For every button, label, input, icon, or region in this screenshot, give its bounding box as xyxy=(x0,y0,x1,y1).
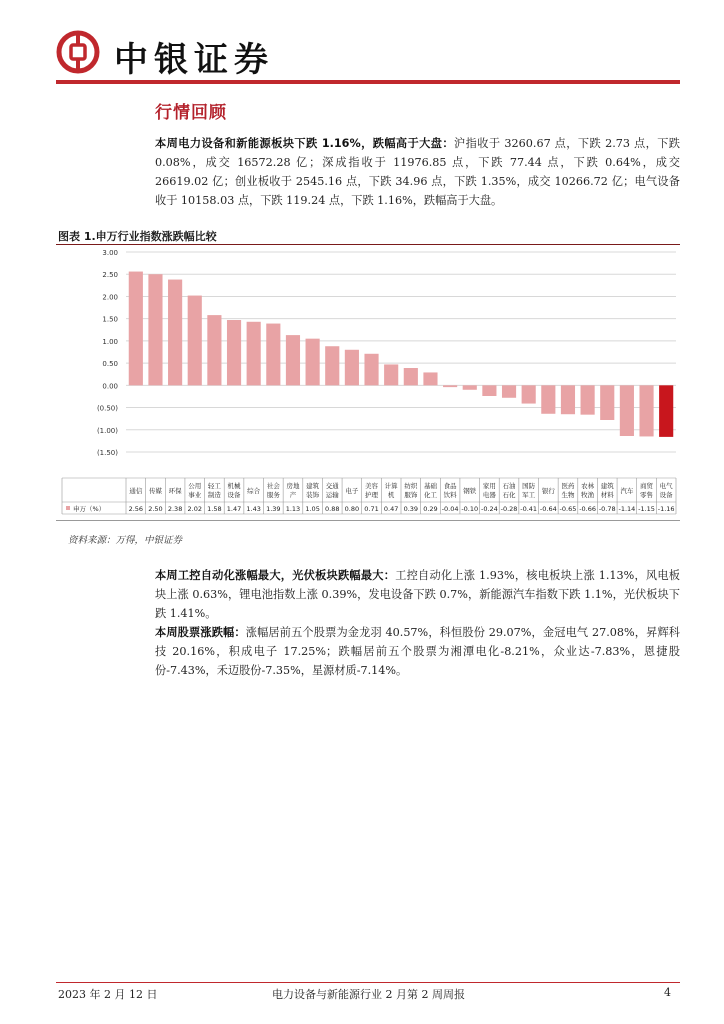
figure-top-rule xyxy=(56,244,680,245)
data-label: 1.47 xyxy=(226,505,242,513)
bar xyxy=(188,296,202,386)
bar xyxy=(168,280,182,386)
category-label: 基础 xyxy=(423,482,437,490)
category-label: 汽车 xyxy=(620,487,634,495)
data-label: 2.38 xyxy=(167,505,183,513)
bar xyxy=(247,322,261,386)
y-tick-label: 2.50 xyxy=(102,271,118,280)
data-label: -0.64 xyxy=(539,505,557,513)
bar xyxy=(482,385,496,396)
category-label: 装饰 xyxy=(306,491,320,499)
category-label: 综合 xyxy=(247,487,261,495)
footer-rule xyxy=(56,982,680,983)
page-number: 4 xyxy=(664,986,671,999)
bar xyxy=(129,272,143,386)
data-label: 2.56 xyxy=(128,505,144,513)
bar xyxy=(600,385,614,420)
data-label: -0.78 xyxy=(598,505,616,513)
bar xyxy=(404,368,418,385)
data-label: -0.65 xyxy=(559,505,577,513)
data-label: 2.02 xyxy=(187,505,202,513)
category-label: 医药 xyxy=(561,482,575,490)
data-label: 0.29 xyxy=(423,505,438,513)
bar xyxy=(639,385,653,436)
market-review-paragraph xyxy=(155,134,680,210)
category-label: 通信 xyxy=(129,487,143,495)
category-label: 社会 xyxy=(266,482,280,490)
paragraph-body: 涨幅居前五个股票为金龙羽 40.57%，科恒股份 29.07%，金冠电气 27.08%，昇辉科技 20.16%，积成电子 17.25%；跌幅居前五个股票为湘潭电化-8.21%，众业达-7.83%，恩捷股份-7.43%，禾迈股份-7.35%，星源材质-7.14%。 xyxy=(155,626,680,677)
bar xyxy=(522,385,536,403)
data-label: 0.71 xyxy=(364,505,379,513)
category-label: 石化 xyxy=(502,491,516,499)
data-label: -1.14 xyxy=(618,505,636,513)
data-label: 1.05 xyxy=(305,505,320,513)
bar xyxy=(364,354,378,386)
bar xyxy=(659,385,673,437)
category-label: 国防 xyxy=(522,482,536,490)
data-label: 1.13 xyxy=(285,505,301,513)
data-label: -0.41 xyxy=(520,505,538,513)
category-label: 零售 xyxy=(640,491,654,499)
footer-date: 2023 年 2 月 12 日 xyxy=(58,988,158,1001)
paragraph-lead: 本周电力设备和新能源板块下跌 1.16%，跌幅高于大盘： xyxy=(155,137,454,150)
y-tick-label: 0.50 xyxy=(102,360,118,369)
data-label: -1.15 xyxy=(638,505,655,513)
category-label: 服务 xyxy=(266,491,280,499)
category-label: 机 xyxy=(387,491,395,499)
category-label: 生物 xyxy=(561,491,575,499)
category-label: 农林 xyxy=(581,482,595,490)
bar xyxy=(463,385,477,389)
data-label: 0.39 xyxy=(403,505,419,513)
data-label: 1.43 xyxy=(246,505,261,513)
boc-logo-icon xyxy=(56,30,100,74)
data-label: 0.47 xyxy=(383,505,399,513)
category-label: 交通 xyxy=(325,482,339,490)
category-label: 电气 xyxy=(659,482,673,490)
category-label: 机械 xyxy=(227,482,241,490)
data-label: 1.58 xyxy=(207,505,222,513)
figure-bottom-rule xyxy=(56,520,680,521)
category-label: 公用 xyxy=(188,482,202,490)
category-label: 牧渔 xyxy=(581,491,595,499)
category-label: 银行 xyxy=(541,487,555,495)
brand-name: 中银证券 xyxy=(114,40,274,80)
category-label: 环保 xyxy=(168,487,182,495)
category-label: 材料 xyxy=(600,491,614,499)
data-label: 2.50 xyxy=(148,505,163,513)
legend-label: 申万（%） xyxy=(73,505,106,513)
bar xyxy=(227,320,241,385)
data-label: 1.39 xyxy=(266,505,281,513)
bar xyxy=(423,372,437,385)
y-tick-label: (1.50) xyxy=(96,449,118,457)
bar xyxy=(620,385,634,436)
bar xyxy=(325,346,339,385)
category-label: 建筑 xyxy=(306,482,320,490)
bar xyxy=(207,315,221,385)
bar xyxy=(266,324,280,386)
category-label: 建筑 xyxy=(600,482,614,490)
bar xyxy=(148,274,162,385)
category-label: 军工 xyxy=(522,491,536,499)
data-label: -0.04 xyxy=(441,505,459,513)
category-label: 电器 xyxy=(482,491,496,499)
category-label: 纺织 xyxy=(404,482,418,490)
y-tick-label: 2.00 xyxy=(102,293,118,302)
header-rule xyxy=(56,80,680,84)
y-tick-label: 1.50 xyxy=(102,315,118,324)
stock-movers-paragraph xyxy=(155,623,680,680)
category-label: 电子 xyxy=(345,487,359,495)
y-tick-label: 1.00 xyxy=(102,337,118,346)
data-label: -0.66 xyxy=(579,505,597,513)
data-label: 0.88 xyxy=(325,505,340,513)
bar xyxy=(561,385,575,414)
category-label: 传媒 xyxy=(148,487,162,495)
y-tick-label: 3.00 xyxy=(102,249,118,257)
bar xyxy=(581,385,595,414)
paragraph-body: 工控自动化上涨 1.93%，核电板块上涨 1.13%，风电板块上涨 0.63%，锂电池指数上涨 0.39%，发电设备下跌 0.7%，新能源汽车指数下跌 1.1%，光伏板块下跌 1.41%。 xyxy=(155,569,680,620)
category-label: 事业 xyxy=(188,491,202,499)
category-label: 设备 xyxy=(659,491,673,499)
category-label: 商贸 xyxy=(640,482,654,490)
paragraph-lead: 本周工控自动化涨幅最大，光伏板块跌幅最大： xyxy=(155,569,396,582)
category-label: 轻工 xyxy=(207,482,221,490)
bar xyxy=(384,364,398,385)
y-tick-label: (1.00) xyxy=(96,426,118,435)
category-label: 石油 xyxy=(502,482,516,490)
category-label: 制造 xyxy=(207,491,221,499)
category-label: 护理 xyxy=(365,491,379,499)
data-label: -0.28 xyxy=(500,505,518,513)
y-tick-label: (0.50) xyxy=(96,404,118,413)
page-header xyxy=(56,26,680,84)
bar-chart-svg xyxy=(56,246,680,518)
category-label: 运输 xyxy=(325,491,339,499)
category-label: 家用 xyxy=(482,482,496,490)
bar xyxy=(443,385,457,387)
category-label: 食品 xyxy=(443,482,457,490)
category-label: 美容 xyxy=(365,482,379,490)
sector-performance-paragraph xyxy=(155,566,680,623)
bar xyxy=(502,385,516,397)
category-label: 化工 xyxy=(423,491,437,499)
industry-index-chart xyxy=(56,246,680,522)
section-title: 行情回顾 xyxy=(155,103,227,123)
data-label: 0.80 xyxy=(344,505,360,513)
data-label: -1.16 xyxy=(657,505,675,513)
bar xyxy=(286,335,300,385)
data-label: -0.10 xyxy=(461,505,479,513)
footer-report-title: 电力设备与新能源行业 2 月第 2 周周报 xyxy=(272,988,465,1001)
category-label: 产 xyxy=(289,491,297,499)
category-label: 设备 xyxy=(227,491,241,499)
data-label: -0.24 xyxy=(480,505,498,513)
legend-swatch xyxy=(66,506,70,510)
bar xyxy=(345,350,359,386)
category-label: 房地 xyxy=(286,482,300,490)
category-label: 饮料 xyxy=(443,491,457,499)
category-label: 计算 xyxy=(384,482,398,490)
bar xyxy=(541,385,555,413)
figure-source: 资料来源：万得，中银证券 xyxy=(68,535,183,546)
paragraph-lead: 本周股票涨跌幅： xyxy=(155,626,246,639)
category-label: 服饰 xyxy=(404,491,418,499)
paragraph-body: 沪指收于 3260.67 点，下跌 2.73 点，下跌 0.08%，成交 16572.28 亿；深成指收于 11976.85 点，下跌 77.44 点，下跌 0.64%，成交 26619.02 亿；创业板收于 2545.16 点，下跌 34.96 点，下跌 1.35%，成交 10266.72 亿；电气设备收于 10158.03 点，下跌 119.24 点，下跌 1.16%，跌幅高于大盘。 xyxy=(155,137,680,207)
bar xyxy=(306,339,320,386)
figure-title: 图表 1.申万行业指数涨跌幅比较 xyxy=(58,230,217,243)
y-tick-label: 0.00 xyxy=(102,382,118,391)
category-label: 钢铁 xyxy=(463,487,477,495)
